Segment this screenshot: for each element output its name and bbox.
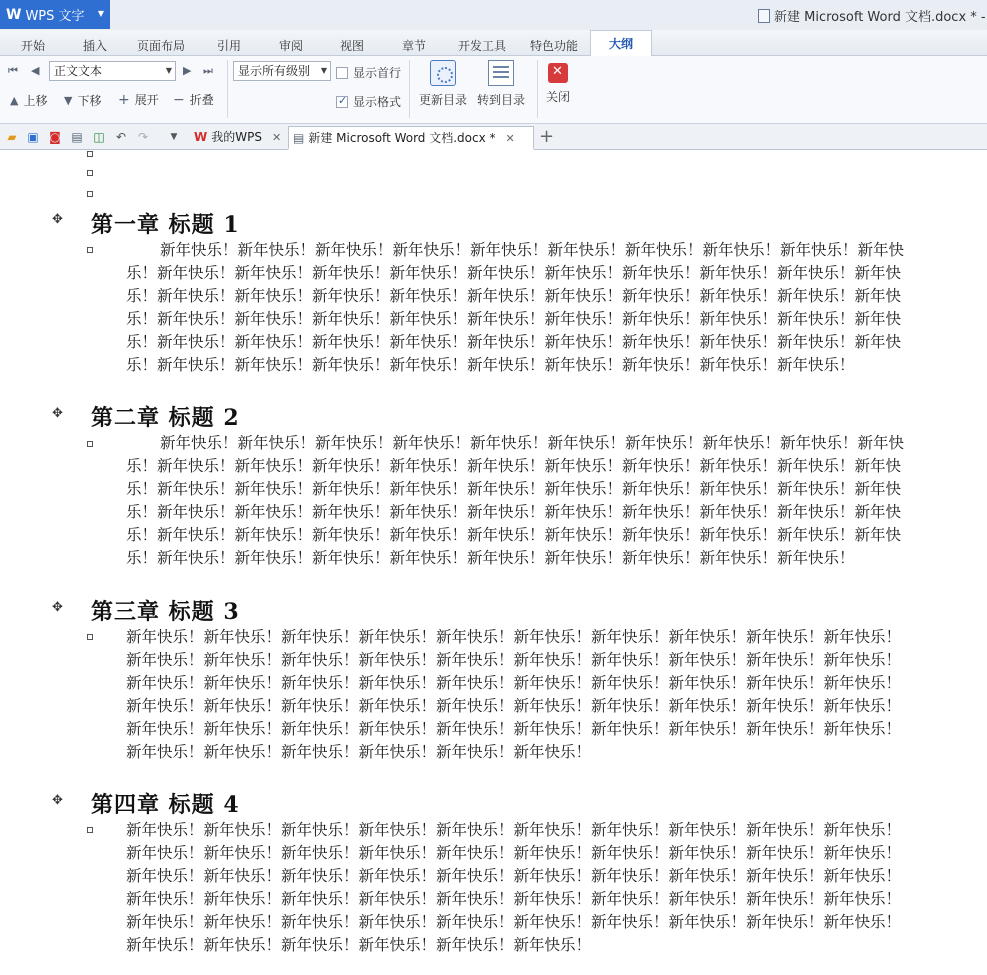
app-name: WPS 文字 bbox=[25, 9, 85, 24]
ribbon-separator bbox=[537, 60, 538, 118]
demote-icon[interactable]: ▶ bbox=[183, 64, 192, 77]
close-outline-button[interactable] bbox=[543, 60, 573, 105]
outline-bullet[interactable] bbox=[87, 247, 93, 253]
doc-tab-current[interactable] bbox=[288, 126, 534, 150]
tab-references[interactable]: 引用 bbox=[217, 39, 242, 53]
outline-level-value: 正文文本 bbox=[54, 64, 103, 78]
move-up-button[interactable] bbox=[10, 92, 47, 109]
outline-bullet[interactable] bbox=[87, 170, 93, 176]
outline-body-4[interactable]: 新年快乐！新年快乐！新年快乐！新年快乐！新年快乐！新年快乐！新年快乐！新年快乐！新年快乐！新年快乐！新年快乐！新年快乐！新年快乐！新年快乐！新年快乐！新年快乐！新年快乐！新年快乐！新年快乐！新年快乐！新年快乐！新年快乐！新年快乐！新年快乐！新年快乐！新年快乐！新年快乐！新年快乐！新年快乐！新年快乐！新年快乐！新年快乐！新年快乐！新年快乐！新年快乐！新年快乐！新年快乐！新年快乐！新年快乐！新年快乐！新年快乐！新年快乐！新年快乐！新年快乐！新年快乐！新年快乐！新年快乐！新年快乐！新年快乐！新年快乐！新年快乐！新年快乐！新年快乐！新年快乐！新年快乐！新年快乐！ bbox=[126, 821, 902, 954]
window-title bbox=[758, 6, 986, 25]
close-icon[interactable]: ✕ bbox=[505, 132, 515, 145]
tab-insert[interactable]: 插入 bbox=[83, 39, 108, 53]
collapse-button[interactable] bbox=[173, 91, 214, 108]
outline-ribbon bbox=[0, 56, 987, 124]
undo-icon[interactable]: ↶ bbox=[115, 130, 127, 144]
tab-outline[interactable]: 大纲 bbox=[590, 30, 652, 57]
show-format-label: 显示格式 bbox=[353, 95, 402, 109]
outline-bullet[interactable] bbox=[87, 151, 93, 157]
ribbon-separator bbox=[409, 60, 410, 118]
outline-bullet[interactable] bbox=[87, 191, 93, 197]
outline-heading-2[interactable]: 第二章 标题 2 bbox=[91, 405, 240, 431]
show-level-combo[interactable] bbox=[233, 61, 331, 81]
outline-body-1[interactable]: 新年快乐！新年快乐！新年快乐！新年快乐！新年快乐！新年快乐！新年快乐！新年快乐！新年快乐！新年快乐！新年快乐！新年快乐！新年快乐！新年快乐！新年快乐！新年快乐！新年快乐！新年快乐！新年快乐！新年快乐！新年快乐！新年快乐！新年快乐！新年快乐！新年快乐！新年快乐！新年快乐！新年快乐！新年快乐！新年快乐！新年快乐！新年快乐！新年快乐！新年快乐！新年快乐！新年快乐！新年快乐！新年快乐！新年快乐！新年快乐！新年快乐！新年快乐！新年快乐！新年快乐！新年快乐！新年快乐！新年快乐！新年快乐！新年快乐！新年快乐！新年快乐！新年快乐！新年快乐！新年快乐！新年快乐！新年快乐！新年快乐！新年快乐！新年快乐！ bbox=[126, 241, 905, 374]
tab-page-layout[interactable]: 页面布局 bbox=[137, 39, 186, 53]
outline-expand-plus-icon[interactable]: ✥ bbox=[52, 406, 63, 421]
chevron-down-icon: ▼ bbox=[320, 66, 327, 75]
close-icon bbox=[548, 63, 568, 83]
arrow-up-icon: ▲ bbox=[10, 94, 19, 107]
outline-heading-1[interactable]: 第一章 标题 1 bbox=[91, 212, 240, 238]
doc-tab-current-label: 新建 Microsoft Word 文档.docx * bbox=[308, 131, 496, 145]
goto-toc-icon bbox=[488, 60, 514, 86]
tab-start[interactable]: 开始 bbox=[21, 39, 46, 53]
show-format-checkbox[interactable] bbox=[336, 93, 401, 110]
update-toc-button[interactable] bbox=[418, 60, 468, 108]
tab-view[interactable]: 视图 bbox=[340, 39, 365, 53]
checkbox-checked-icon bbox=[336, 96, 348, 108]
minus-icon: − bbox=[173, 91, 185, 108]
tab-review[interactable]: 审阅 bbox=[279, 39, 304, 53]
plus-icon: + bbox=[118, 91, 130, 108]
update-toc-label: 更新目录 bbox=[418, 93, 467, 107]
update-toc-icon bbox=[430, 60, 456, 86]
tab-special-features[interactable]: 特色功能 bbox=[530, 39, 579, 53]
print-icon[interactable]: ▤ bbox=[71, 130, 83, 144]
doc-tab-my-wps[interactable] bbox=[190, 126, 281, 150]
show-level-value: 显示所有级别 bbox=[238, 64, 311, 78]
checkbox-unchecked-icon bbox=[336, 67, 348, 79]
show-first-line-label: 显示首行 bbox=[353, 66, 402, 80]
outline-bullet[interactable] bbox=[87, 827, 93, 833]
chevron-down-icon: ▼ bbox=[165, 66, 172, 75]
outline-body-3[interactable]: 新年快乐！新年快乐！新年快乐！新年快乐！新年快乐！新年快乐！新年快乐！新年快乐！新年快乐！新年快乐！新年快乐！新年快乐！新年快乐！新年快乐！新年快乐！新年快乐！新年快乐！新年快乐！新年快乐！新年快乐！新年快乐！新年快乐！新年快乐！新年快乐！新年快乐！新年快乐！新年快乐！新年快乐！新年快乐！新年快乐！新年快乐！新年快乐！新年快乐！新年快乐！新年快乐！新年快乐！新年快乐！新年快乐！新年快乐！新年快乐！新年快乐！新年快乐！新年快乐！新年快乐！新年快乐！新年快乐！新年快乐！新年快乐！新年快乐！新年快乐！新年快乐！新年快乐！新年快乐！新年快乐！新年快乐！新年快乐！ bbox=[126, 628, 902, 761]
promote-to-heading1-icon[interactable]: ⏮ bbox=[8, 64, 18, 77]
outline-expand-plus-icon[interactable]: ✥ bbox=[52, 600, 63, 615]
tab-developer[interactable]: 开发工具 bbox=[458, 39, 507, 53]
tab-section[interactable]: 章节 bbox=[402, 39, 427, 53]
show-first-line-checkbox[interactable] bbox=[336, 64, 401, 81]
goto-toc-label: 转到目录 bbox=[476, 93, 525, 107]
expand-label: 展开 bbox=[134, 93, 159, 107]
save-icon[interactable]: ▣ bbox=[27, 130, 39, 144]
redo-icon[interactable]: ↷ bbox=[137, 130, 149, 144]
outline-bullet[interactable] bbox=[87, 441, 93, 447]
quick-access-bar bbox=[0, 124, 987, 150]
outline-heading-3[interactable]: 第三章 标题 3 bbox=[91, 599, 240, 625]
window-title-text: 新建 Microsoft Word 文档.docx * - bbox=[774, 10, 986, 25]
document-area[interactable] bbox=[0, 151, 987, 975]
move-up-label: 上移 bbox=[23, 94, 48, 108]
outline-level-combo[interactable] bbox=[49, 61, 176, 81]
outline-heading-4[interactable]: 第四章 标题 4 bbox=[91, 792, 240, 818]
close-outline-label: 关闭 bbox=[545, 90, 570, 104]
menu-tabbar bbox=[0, 30, 987, 56]
document-icon bbox=[758, 9, 770, 23]
export-pdf-icon[interactable]: ◙ bbox=[49, 130, 61, 144]
outline-body-2[interactable]: 新年快乐！新年快乐！新年快乐！新年快乐！新年快乐！新年快乐！新年快乐！新年快乐！新年快乐！新年快乐！新年快乐！新年快乐！新年快乐！新年快乐！新年快乐！新年快乐！新年快乐！新年快乐！新年快乐！新年快乐！新年快乐！新年快乐！新年快乐！新年快乐！新年快乐！新年快乐！新年快乐！新年快乐！新年快乐！新年快乐！新年快乐！新年快乐！新年快乐！新年快乐！新年快乐！新年快乐！新年快乐！新年快乐！新年快乐！新年快乐！新年快乐！新年快乐！新年快乐！新年快乐！新年快乐！新年快乐！新年快乐！新年快乐！新年快乐！新年快乐！新年快乐！新年快乐！新年快乐！新年快乐！新年快乐！新年快乐！新年快乐！新年快乐！新年快乐！ bbox=[126, 434, 905, 567]
demote-to-body-icon[interactable]: ⏭ bbox=[203, 64, 213, 77]
collapse-label: 折叠 bbox=[189, 93, 214, 107]
outline-bullet[interactable] bbox=[87, 634, 93, 640]
open-folder-icon[interactable]: ▰ bbox=[7, 130, 17, 144]
chevron-down-icon: ▼ bbox=[97, 9, 104, 18]
goto-toc-button[interactable] bbox=[476, 60, 526, 108]
ribbon-separator bbox=[227, 60, 228, 118]
chevron-down-icon[interactable]: ▼ bbox=[170, 132, 178, 142]
outline-expand-plus-icon[interactable]: ✥ bbox=[52, 212, 63, 227]
promote-icon[interactable]: ◀ bbox=[31, 64, 40, 77]
new-tab-plus-icon[interactable]: + bbox=[539, 126, 555, 147]
doc-tab-my-wps-label: 我的WPS bbox=[211, 130, 262, 144]
title-bar bbox=[0, 0, 987, 30]
outline-expand-plus-icon[interactable]: ✥ bbox=[52, 793, 63, 808]
move-down-label: 下移 bbox=[77, 94, 102, 108]
move-down-button[interactable] bbox=[64, 92, 101, 109]
expand-button[interactable] bbox=[118, 91, 159, 108]
document-icon: ▤ bbox=[293, 131, 305, 145]
wps-logo-icon: W bbox=[6, 6, 22, 23]
close-icon[interactable]: ✕ bbox=[271, 131, 282, 144]
print-preview-icon[interactable]: ◫ bbox=[93, 130, 105, 144]
arrow-down-icon: ▼ bbox=[64, 94, 73, 107]
wps-logo-icon: W bbox=[194, 130, 208, 144]
app-menu-button[interactable] bbox=[0, 0, 110, 29]
